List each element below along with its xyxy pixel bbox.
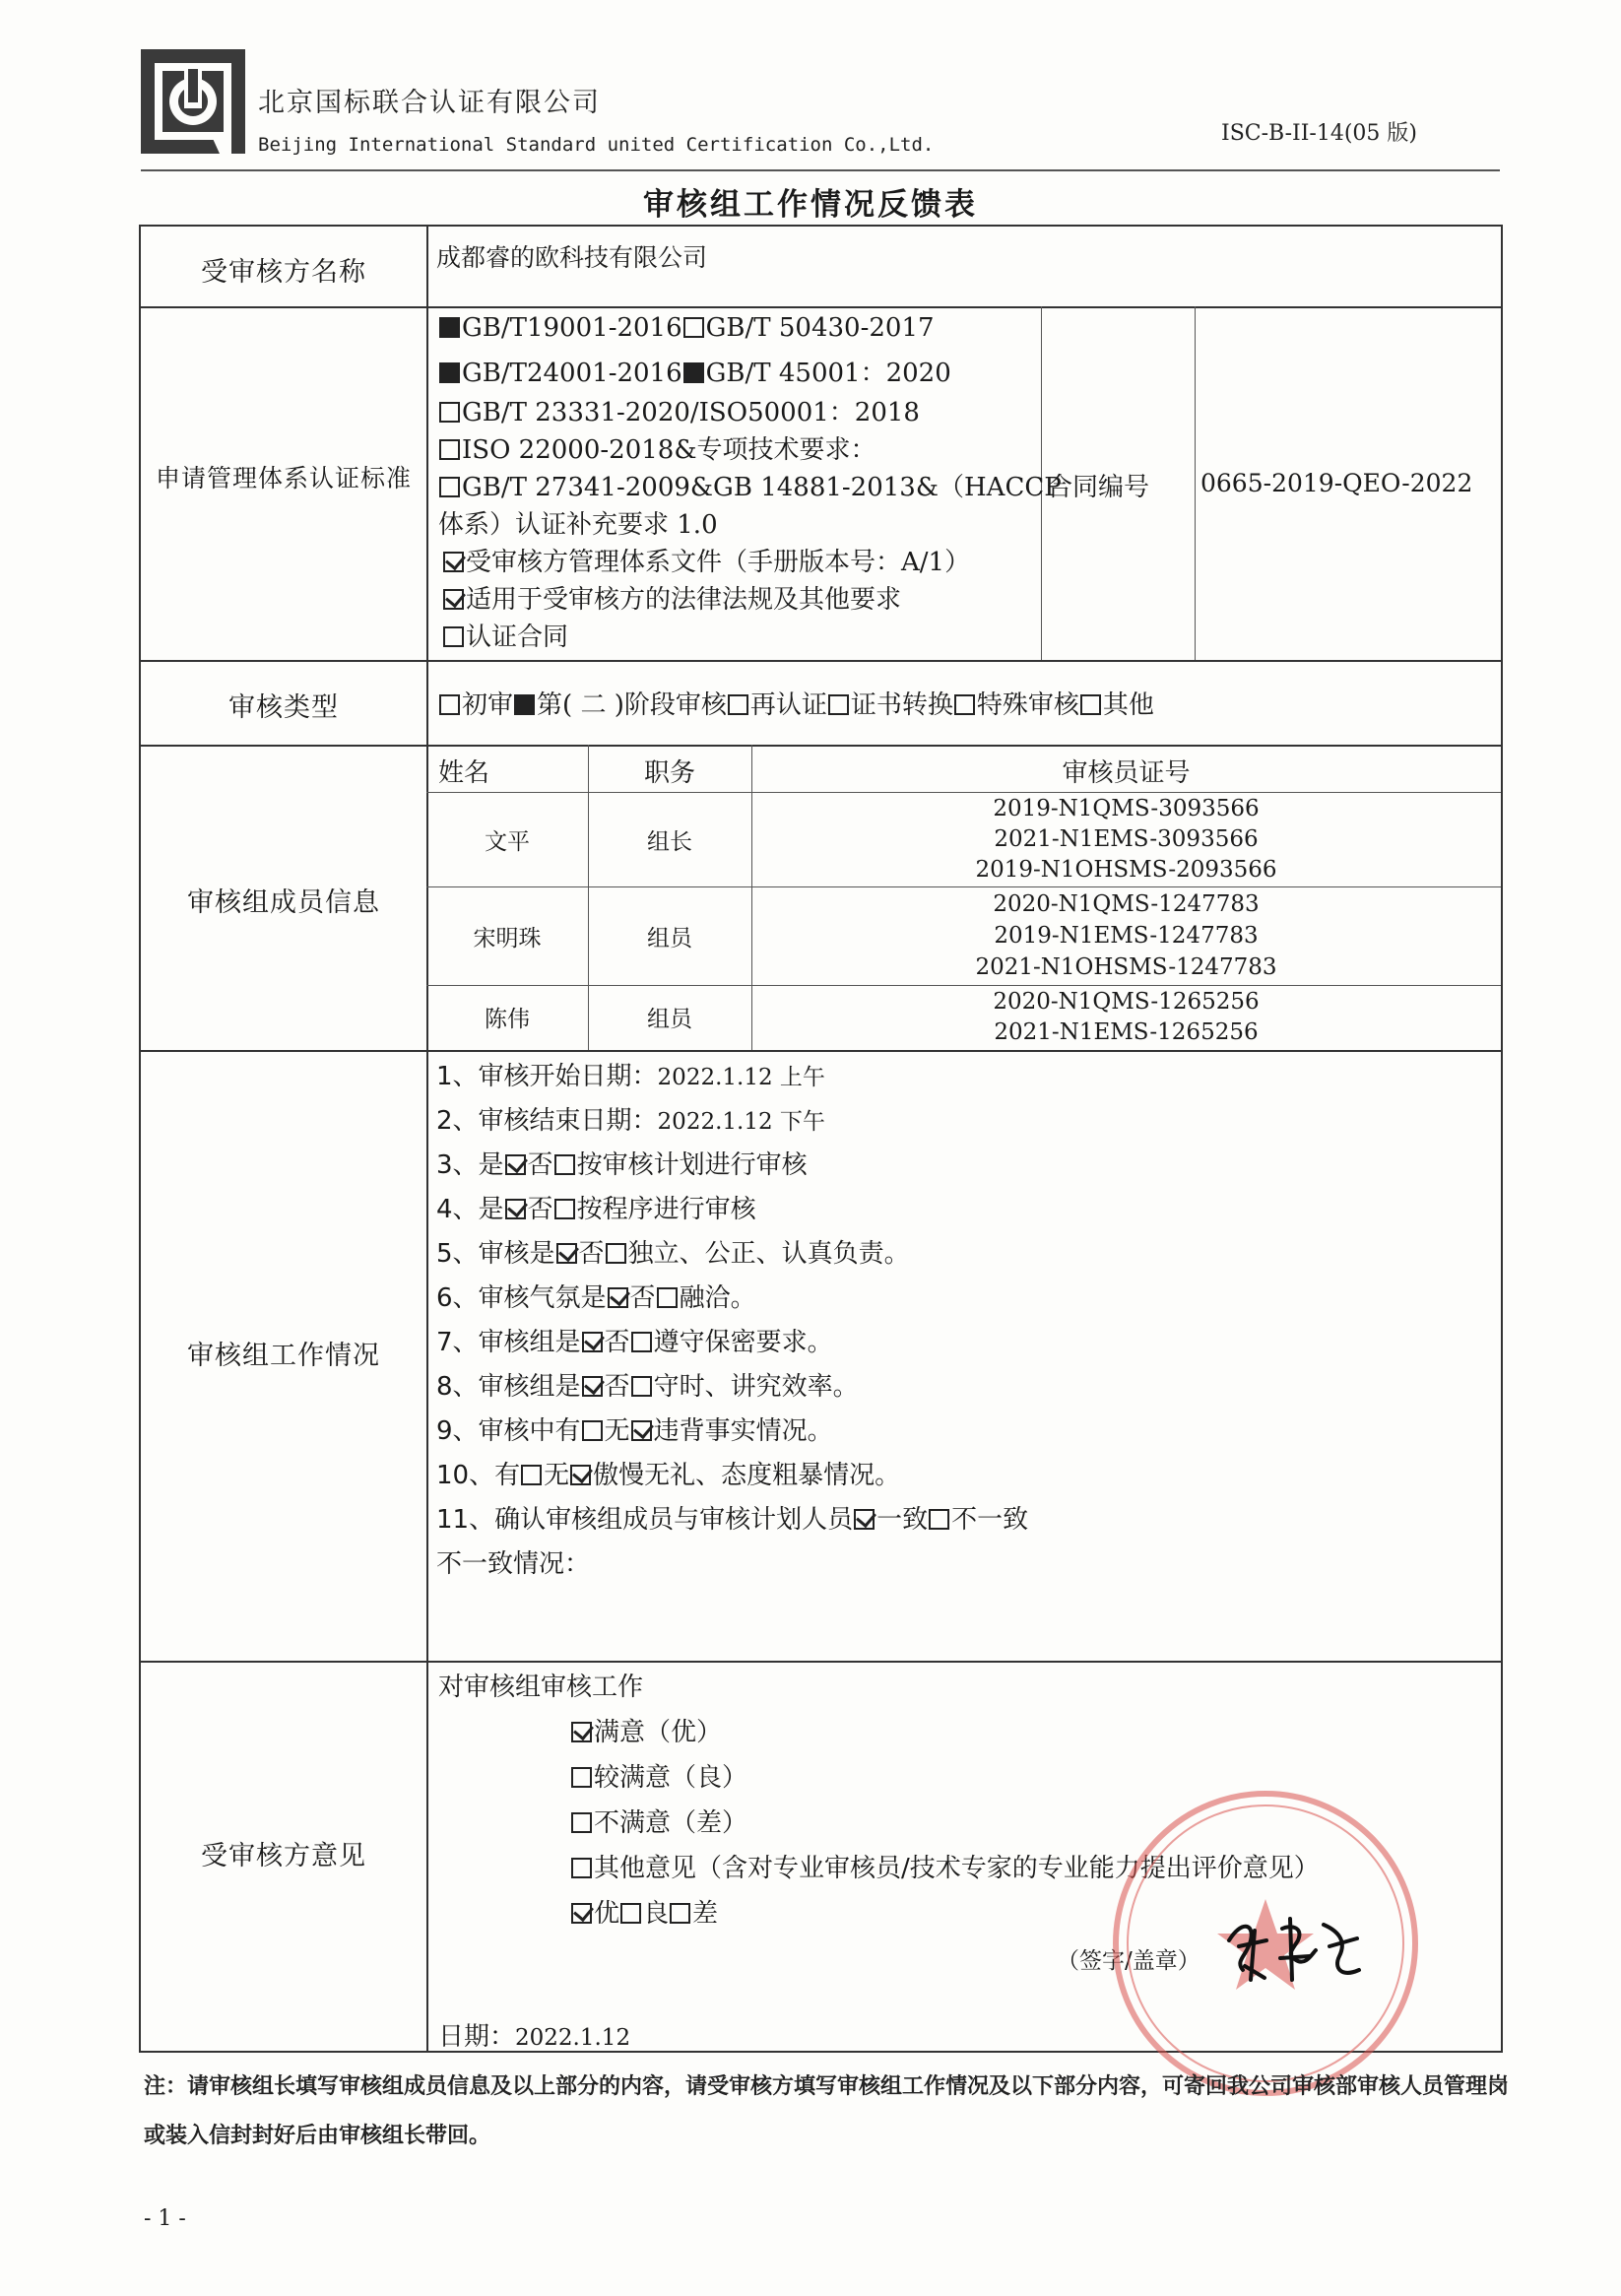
work-item-3: 3、是 否 按审核计划进行审核	[436, 1150, 808, 1180]
work-item-7: 7、审核组是 否 遵守保密要求。	[436, 1328, 833, 1357]
member-certs: 2019-N1QMS-3093566 2021-N1EMS-3093566 2019-N1OHSMS-2093566	[975, 796, 1277, 883]
checkbox-no[interactable]	[631, 1376, 652, 1397]
opinion-intro: 对审核组审核工作	[438, 1673, 644, 1702]
standard-line-6: 体系）认证补充要求 1.0	[438, 510, 718, 540]
signature-label: （签字/盖章）	[1057, 1948, 1200, 1974]
standard-line-1: GB/T19001-2016 GB/T 50430-2017	[438, 313, 935, 343]
checkbox-iso14001[interactable]	[439, 362, 460, 383]
audit-start-date: 1、审核开始日期：2022.1.12 上午	[436, 1062, 825, 1091]
checkbox-other-opinion[interactable]	[571, 1858, 592, 1878]
checkbox-cert-contract[interactable]	[443, 626, 464, 647]
checkbox-recertification[interactable]	[728, 694, 748, 715]
work-situation-label: 审核组工作情况	[187, 1341, 380, 1371]
opinion-satisfied: 满意（优）	[570, 1712, 722, 1748]
auditee-opinion-label: 受审核方意见	[201, 1841, 366, 1871]
contract-number-label: 合同编号	[1047, 473, 1150, 502]
work-item-10: 10、有 无 傲慢无礼、态度粗暴情况。	[436, 1461, 901, 1490]
document-code: ISC-B-II-14(05 版)	[1221, 121, 1417, 146]
checkbox-management-docs[interactable]	[443, 552, 464, 572]
checkbox-yes[interactable]	[505, 1199, 526, 1219]
member-certs: 2020-N1QMS-1247783 2019-N1EMS-1247783 2021-N1OHSMS-1247783	[975, 891, 1277, 980]
checkbox-consistent[interactable]	[854, 1509, 875, 1530]
standard-line-7: 受审核方管理体系文件（手册版本号：A/1）	[442, 542, 970, 578]
standard-line-5: GB/T 27341-2009&GB 14881-2013&（HACCP	[438, 467, 1062, 503]
company-name-en: Beijing International Standard united Certification Co.,Ltd.	[258, 134, 935, 156]
audit-type-options: 初审 第( 二 )阶段审核 再认证 证书转换 特殊审核 其他	[438, 685, 1154, 721]
standard-line-4: ISO 22000-2018&专项技术要求：	[438, 429, 875, 466]
member-name: 文平	[485, 829, 530, 855]
checkbox-yes[interactable]	[582, 1376, 603, 1397]
member-certs: 2020-N1QMS-1265256 2021-N1EMS-1265256	[993, 989, 1260, 1045]
feedback-table	[139, 225, 1503, 2053]
standard-line-2: GB/T24001-2016 GB/T 45001：2020	[438, 353, 951, 389]
checkbox-cert-transfer[interactable]	[828, 694, 849, 715]
standard-line-3: GB/T 23331-2020/ISO50001：2018	[438, 392, 920, 428]
opinion-fairly-satisfied: 较满意（良）	[570, 1757, 747, 1794]
checkbox-grade-poor[interactable]	[670, 1903, 690, 1924]
checkbox-initial-audit[interactable]	[439, 694, 460, 715]
checkbox-fairly-satisfied[interactable]	[571, 1767, 592, 1788]
header-divider	[141, 169, 1500, 171]
checkbox-none[interactable]	[570, 1465, 591, 1485]
work-item-5: 5、审核是 否 独立、公正、认真负责。	[436, 1239, 910, 1269]
inconsistency-label: 不一致情况：	[436, 1549, 591, 1579]
header-role: 职务	[643, 758, 695, 788]
checkbox-yes[interactable]	[556, 1243, 577, 1264]
checkbox-iso22000[interactable]	[439, 439, 460, 460]
opinion-other: 其他意见（含对专业审核员/技术专家的专业能力提出评价意见）	[570, 1848, 1320, 1884]
work-item-8: 8、审核组是 否 守时、讲究效率。	[436, 1372, 859, 1402]
checkbox-grade-excellent[interactable]	[571, 1903, 592, 1924]
auditee-name-value: 成都睿的欧科技有限公司	[436, 243, 708, 272]
handwritten-signature	[1221, 1911, 1369, 1990]
form-title: 审核组工作情况反馈表	[643, 187, 978, 223]
checkbox-laws-regulations[interactable]	[443, 589, 464, 610]
member-role: 组员	[647, 1007, 692, 1032]
header-name: 姓名	[438, 758, 490, 788]
opinion-date: 日期：2022.1.12	[438, 2022, 631, 2052]
stage-number: 二	[580, 690, 607, 720]
work-item-6: 6、审核气氛是 否 融洽。	[436, 1283, 756, 1313]
checkbox-iso50001[interactable]	[439, 402, 460, 423]
standard-line-9: 认证合同	[442, 617, 568, 653]
member-role: 组员	[647, 926, 692, 951]
audit-type-label: 审核类型	[228, 692, 339, 723]
checkbox-haccp[interactable]	[439, 477, 460, 497]
opinion-grade: 优 良 差	[570, 1893, 718, 1930]
work-item-4: 4、是 否 按程序进行审核	[436, 1195, 756, 1224]
auditee-name-label: 受审核方名称	[201, 257, 366, 288]
work-item-9: 9、审核中有 无 违背事实情况。	[436, 1416, 833, 1446]
checkbox-no[interactable]	[554, 1199, 575, 1219]
checkbox-special-audit[interactable]	[954, 694, 975, 715]
checkbox-no[interactable]	[606, 1243, 626, 1264]
page-number: - 1 -	[144, 2206, 186, 2231]
checkbox-gb50430[interactable]	[683, 317, 704, 338]
company-logo-icon	[141, 49, 245, 154]
checkbox-no[interactable]	[554, 1154, 575, 1175]
checkbox-grade-good[interactable]	[620, 1903, 641, 1924]
checkbox-inconsistent[interactable]	[929, 1509, 949, 1530]
checkbox-satisfied[interactable]	[571, 1722, 592, 1742]
work-item-11: 11、确认审核组成员与审核计划人员 一致 不一致	[436, 1505, 1029, 1535]
audit-end-date: 2、审核结束日期：2022.1.12 下午	[436, 1106, 825, 1136]
checkbox-no[interactable]	[631, 1332, 652, 1352]
checkbox-iso9001[interactable]	[439, 317, 460, 338]
header-cert-no: 审核员证号	[1062, 758, 1191, 788]
checkbox-stage-audit[interactable]	[514, 694, 535, 715]
checkbox-yes[interactable]	[582, 1332, 603, 1352]
checkbox-other[interactable]	[1080, 694, 1101, 715]
company-name-cn: 北京国标联合认证有限公司	[258, 88, 601, 118]
checkbox-unsatisfied[interactable]	[571, 1812, 592, 1833]
standards-label: 申请管理体系认证标准	[155, 464, 412, 492]
member-name: 陈伟	[485, 1007, 530, 1032]
checkbox-no[interactable]	[657, 1287, 678, 1308]
checkbox-none[interactable]	[631, 1420, 652, 1441]
checkbox-has[interactable]	[582, 1420, 603, 1441]
member-role: 组长	[647, 829, 692, 855]
opinion-unsatisfied: 不满意（差）	[570, 1803, 747, 1839]
member-name: 宋明珠	[473, 926, 542, 951]
checkbox-yes[interactable]	[608, 1287, 628, 1308]
standard-line-8: 适用于受审核方的法律法规及其他要求	[442, 579, 901, 616]
checkbox-has[interactable]	[521, 1465, 542, 1485]
contract-number-value: 0665-2019-QEO-2022	[1200, 469, 1473, 497]
checkbox-iso45001[interactable]	[683, 362, 704, 383]
footnote: 注：请审核组长填写审核组成员信息及以上部分的内容，请受审核方填写审核组工作情况及以下部分内容，可寄回我公司审核部审核人员管理岗或装入信封封好后由审核组长带回。	[144, 2074, 1510, 2148]
checkbox-yes[interactable]	[505, 1154, 526, 1175]
team-info-label: 审核组成员信息	[187, 887, 380, 918]
